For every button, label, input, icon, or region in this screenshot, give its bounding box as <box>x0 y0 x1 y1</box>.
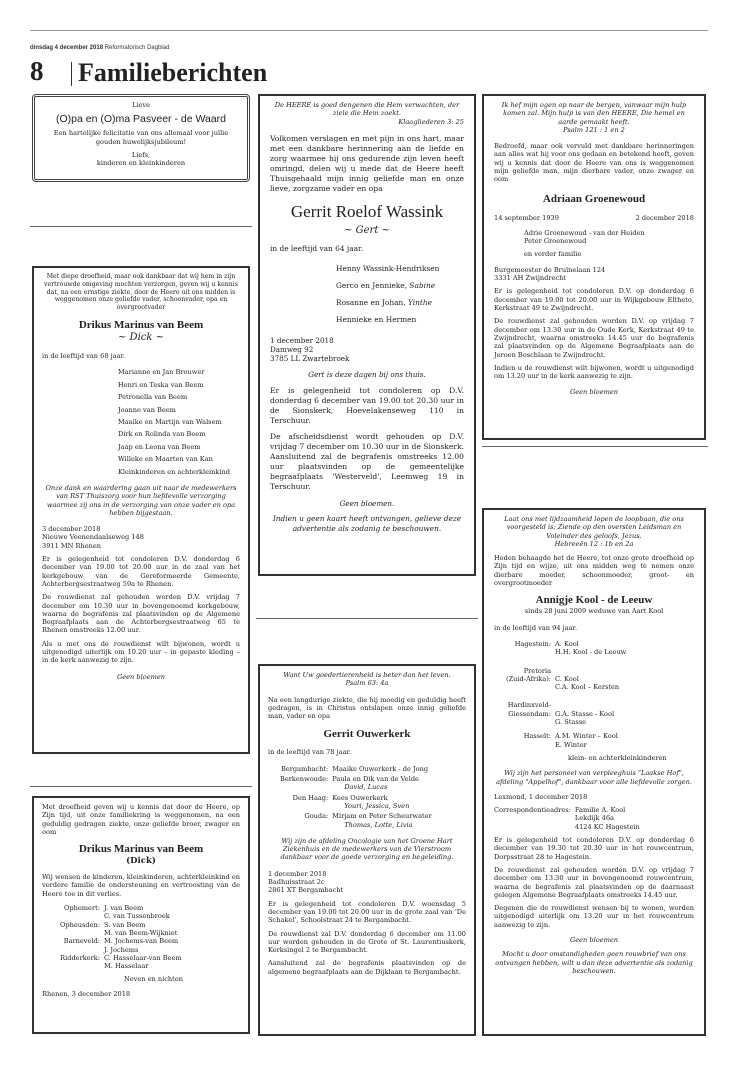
ouwerkerk-verse: Want Uw goedertierenheid is beter dan het leven. <box>283 671 451 679</box>
groenewoud-condole: Er is gelegenheid tot condoleren D.V. op donderdag 6 december van 19.00 tot 20.00 uur in Wijkgebouw Eltheto, Kerkstraat 49 te Zwijndrecht. <box>494 287 694 313</box>
obituary-wassink <box>258 94 476 576</box>
groenewoud-verse-ref: Psalm 121 : 1 en 2 <box>563 125 625 134</box>
beem1-family-list <box>118 366 240 478</box>
beem2-row-names: M. Jochems-van Beem <box>104 937 179 946</box>
beem2-date: Rhenen, 3 december 2018 <box>42 989 131 998</box>
groenewoud-attend: Indien u de rouwdienst wilt bijwonen, wordt u uitgenodigd om 13.20 uur in de kerk aanwezig te zijn. <box>494 363 694 381</box>
beem2-row-names: M. van Beem-Wijkniet <box>104 928 178 937</box>
kool-row-place: Pretoria <box>523 666 552 675</box>
ouwerkerk-row-names: Mirjam en Peter Scheurwater <box>332 812 432 821</box>
kool-row-name: E. Winter <box>555 740 587 749</box>
col2-separator <box>256 618 478 619</box>
obituary-kool <box>482 508 706 1036</box>
col1-separator-2 <box>30 786 252 787</box>
beem1-family-member: Maaike en Martijn van Walsem <box>118 417 222 426</box>
kool-age: in de leeftijd van 94 jaar. <box>494 623 578 632</box>
kool-name: Annigje Kool - de Leeuw <box>535 594 653 607</box>
beem1-thanks: Onze dank en waardering gaan uit naar de medewerkers van RST Thuiszorg voor hun liefdevolle verzorging waarmee zij ons in de verzorging van onze vader en opa hebben bijgestaan. <box>45 483 237 517</box>
ouwerkerk-row-cell <box>332 812 466 829</box>
anniversary-notice <box>32 94 250 182</box>
kool-date: Lexmond, 1 december 2018 <box>494 792 588 801</box>
beem1-intro: Met diepe droefheid, maar ook dankbaar dat wij hem in zijn vertrouwde omgeving mochten verzorgen, geven wij u kennis dat, na een ernstige ziekte, door de Heere uit ons midden is weggenomen onze geliefde vader, schoonvader, opa en overgrootvader <box>44 273 238 312</box>
beem1-family-member: Petronella van Beem <box>118 393 188 402</box>
wassink-funeral: De afscheidsdienst wordt gehouden op D.V. vrijdag 7 december om 10.30 uur in de Sionskerk. Aansluitend zal de begrafenis omstreeks 12.00 uur plaatsvinden op de gemeentelijke begraafplaats 'Westerveld', Leemweg 19 in Terschuur. <box>270 431 464 491</box>
beem2-row-place <box>60 929 100 937</box>
beem1-family-member: Jaap en Leona van Beem <box>118 442 201 451</box>
ouwerkerk-row-place: Bergambacht: <box>280 764 329 773</box>
obituary-beem-2 <box>32 796 250 1034</box>
ouwerkerk-age: in de leeftijd van 78 jaar. <box>268 748 352 757</box>
kool-correspondence <box>494 806 694 831</box>
groenewoud-intro: Bedroefd, maar ook vervuld met dankbare herinneringen aan alles wat hij voor ons gedaan en betekend heeft, geven wij u kennis dat door de Heere van ons is weggenomen mijn geliefde man, mijn dierbare vader, onze zwager en oom <box>494 142 694 184</box>
kool-verse: Laat ons met lijdzaamheid lopen de loopbaan, die ons voorgesteld is; Ziende op den oversten Leidsman en Voleinder des geloofs, Jezus. <box>504 515 684 540</box>
ouwerkerk-row-names: Maaike Ouwerkerk - de Jong <box>332 764 429 773</box>
ouwerkerk-row-names: Kees Ouwerkerk <box>332 793 388 802</box>
groenewoud-street: Burgemeester de Bruïnelaan 124 <box>494 265 606 274</box>
beem2-intro: Met droefheid geven wij u kennis dat door de Heere, op Zijn tijd, uit onze familiekring is weggenomen, na een geduldig gedragen ziekte, onze geliefde broer, zwager en oom <box>42 803 240 836</box>
anniversary-sign1: Liefs, <box>131 150 151 159</box>
beem1-condole: Er is gelegenheid tot condoleren D.V. donderdag 6 december van 19.00 tot 20.00 uur in de zaal van het kerkgebouw van de Gereformeerde Gemeente, Achterbergsestraatweg 59a te Rhenen. <box>42 555 240 588</box>
groenewoud-city: 3331 AH Zwijndrecht <box>494 274 566 283</box>
kool-row-place: Hardinxveld- <box>507 701 552 710</box>
beem1-age: in de leeftijd van 68 jaar. <box>42 351 126 360</box>
beem1-funeral: De rouwdienst zal gehouden worden D.V. vrijdag 7 december om 10.30 uur in bovengenoemd kerkgebouw, waarna de begrafenis zal plaatsvinden op de Algemene Begraafplaats aan de Achterbergsestraatweg 65 te Rhenen omstreeks 12.00 uur. <box>42 593 240 635</box>
kool-row-cell <box>555 732 694 749</box>
wassink-nick: ~ Gert ~ <box>344 224 390 236</box>
page-number: 8 <box>30 56 44 86</box>
ouwerkerk-row-place: Gouda: <box>304 812 329 821</box>
ouwerkerk-name: Gerrit Ouwerkerk <box>323 728 411 741</box>
kool-row-name: A. Kool <box>555 639 579 648</box>
ouwerkerk-family-table <box>280 765 466 829</box>
ouwerkerk-row-kids: Youri, Jessica, Sven <box>344 801 410 810</box>
beem1-family-member: Marianne en Jan Brouwer <box>118 368 205 377</box>
ouwerkerk-row-kids: Thomas, Lotte, Livia <box>344 820 413 829</box>
beem1-date: 3 december 2018 <box>42 525 101 534</box>
groenewoud-family <box>524 229 694 258</box>
kool-row-place: Hagestein: <box>514 639 552 648</box>
beem2-row-names: C. van Tussenbroek <box>104 912 170 921</box>
groenewoud-funeral: De rouwdienst zal gehouden worden D.V. op vrijdag 7 december om 13.30 uur in de Oude Kerk, Kerkstraat 49 te Zwijndrecht, waarna omstreeks 14.45 uur de begrafenis zal plaatsvinden op de Algemene Begraafplaats aan de Jeroen Boschlaan te Zwijndrecht. <box>494 317 694 359</box>
obituary-groenewoud <box>482 94 706 440</box>
kool-flowers: Geen bloemen <box>569 935 619 944</box>
kool-row-cell <box>555 710 694 727</box>
section-title: Familieberichten <box>78 58 268 87</box>
kool-row-name: A.M. Winter – Kool <box>555 732 618 741</box>
ouwerkerk-condole: Er is gelegenheid tot condoleren D.V. woensdag 5 december van 19.00 tot 20.00 uur in de grote zaal van 'De Schakel', Schoolstraat 24 te Bergambacht. <box>268 899 466 925</box>
col3-separator <box>482 446 708 447</box>
wassink-street: Damweg 92 <box>270 344 314 354</box>
kool-row-name: C.A. Kool – Kersten <box>555 683 620 692</box>
groenewoud-fam-1: Adrie Groenewoud - van der Heiden <box>524 228 645 237</box>
beem2-row-place <box>60 962 100 970</box>
wassink-verse-ref: Klaagliederen 3: 25 <box>398 117 464 126</box>
beem1-name: Drikus Marinus van Beem <box>78 318 204 331</box>
beem1-family-member: Kleinkinderen en achterkleinkind <box>118 467 230 476</box>
kool-corr-label: Correspondentieadres: <box>494 806 571 815</box>
kool-verse-ref: Hebreeën 12 : 1b en 2a <box>554 539 634 548</box>
groenewoud-born: 14 september 1939 <box>494 213 559 222</box>
beem2-family-table <box>60 904 240 970</box>
beem1-nick: ~ Dick ~ <box>118 331 164 343</box>
ouwerkerk-row-cell <box>332 765 466 773</box>
wassink-flowers: Geen bloemen. <box>339 498 395 508</box>
beem1-clothing: Als u met ons de rouwdienst wilt bijwonen, wordt u uitgenodigd uiterlijk om 10.20 uur – in gepaste kleding – in de kerk aanwezig te zijn. <box>42 639 240 665</box>
beem2-row-place: Ridderkerk: <box>60 953 100 962</box>
kool-row-name: H.H. Kool - de Leeuw <box>555 648 627 657</box>
beem2-text: Wij wensen de kinderen, kleinkinderen, achterkleinkind en verdere familie de ondersteuning en vertroosting van de Heere toe in dit verlies. <box>42 873 240 898</box>
anniversary-sign2: kinderen en kleinkinderen <box>96 159 186 168</box>
ouwerkerk-date: 1 december 2018 <box>268 869 327 878</box>
beem1-flowers: Geen bloemen <box>116 672 166 681</box>
ouwerkerk-thanks: Wij zijn de afdeling Oncologie van het Groene Hart Ziekenhuis en de medewerkers van de Vierstroom dankbaar voor de goede verzorging en begeleiding. <box>280 836 454 862</box>
wassink-fam-1: Henny Wassink-Hendriksen <box>336 263 440 273</box>
col1-separator <box>30 226 252 227</box>
groenewoud-fam-2: Peter Groenewoud <box>524 237 587 246</box>
beem2-row-names: J. Jochems <box>104 945 139 954</box>
wassink-age: in de leeftijd van 64 jaar. <box>270 243 364 253</box>
kool-corr-3: 4124 KC Hagestein <box>574 822 640 831</box>
beem2-row-names: M. Hasselaar <box>104 962 149 971</box>
beem2-row-names: C. Hasselaar-van Beem <box>104 953 182 962</box>
kool-corr-1: Familie A. Kool <box>574 806 626 815</box>
kool-attend: Degenen die de rouwdienst wensen bij te wonen, worden uitgenodigd uiterlijk om 13.20 uur in het rouwcentrum aanwezig te zijn. <box>494 904 694 929</box>
kool-row-place: Giessendam: <box>508 709 552 718</box>
wassink-condole: Er is gelegenheid tot condoleren op D.V. donderdag 6 december van 19.00 tot 20.30 uur in de Sionskerk, Hoevelakenseweg 110 in Terschuur. <box>270 385 464 425</box>
wassink-name: Gerrit Roelof Wassink <box>290 201 444 221</box>
kool-row-place: (Zuid-Afrika): <box>506 674 552 683</box>
ouwerkerk-burial: Aansluitend zal de begrafenis plaatsvinden op de algemene begraafplaats aan de Dijklaan te Bergambacht. <box>268 959 466 976</box>
beem2-row-place: Opheusden: <box>60 920 100 929</box>
beem2-row-place: Barneveld: <box>63 937 100 946</box>
beem2-row-place <box>60 946 100 954</box>
wassink-fam-2: Gerco en Jennieke, Sabine <box>336 280 436 290</box>
wassink-family <box>336 260 464 328</box>
groenewoud-fam-3: en verder familie <box>524 249 582 258</box>
kool-family-table <box>506 640 694 749</box>
beem1-street: Nieuwe Veenendaalseweg 148 <box>42 533 144 542</box>
kool-row-cell <box>555 701 694 709</box>
ouwerkerk-row-names: Paula en Dik van de Velde <box>332 775 419 784</box>
wassink-home: Gert is deze dagen bij ons thuis. <box>308 369 426 379</box>
header-dateline: dinsdag 4 december 2018 Reformatorisch Dagblad <box>30 45 170 51</box>
kool-row-name: G.A. Stasse - Kool <box>555 709 615 718</box>
kool-row-place: Hasselt: <box>523 732 552 741</box>
kool-row-cell <box>555 667 694 675</box>
ouwerkerk-row-cell <box>332 794 466 811</box>
kool-row-name: G. Stasse <box>555 718 587 727</box>
kool-grandkids: klein- en achterkleinkinderen <box>568 753 667 762</box>
wassink-verse: De HEERE is goed dengenen die Hem verwachten, der ziele die Hem zoekt. <box>274 101 460 118</box>
beem2-nephews: Neven en nichten <box>124 975 183 984</box>
beem2-row-place <box>60 912 100 920</box>
beem1-family-member: Dirk en Rolinda van Beem <box>118 430 206 439</box>
beem1-family-member: Henri en Teska van Beem <box>118 380 204 389</box>
groenewoud-died: 2 december 2018 <box>635 213 694 222</box>
top-rule <box>30 30 708 31</box>
header-divider <box>71 62 72 86</box>
wassink-card: Indien u geen kaart heeft ontvangen, gelieve deze advertentie als zodanig te beschouwen. <box>272 513 462 533</box>
anniversary-message: Een hartelijke felicitatie van ons allemaal voor jullie gouden huwelijksjubileum! <box>53 129 229 146</box>
kool-intro: Heden behaagde het de Heere, tot onze grote droefheid op Zijn tijd en wijze, uit ons midden weg te nemen onze dierbare moeder, schoonmoeder, groot- en overgrootmoeder <box>494 554 694 588</box>
groenewoud-verse: Ik hef mijn ogen op naar de bergen, vanwaar mijn hulp komen zal. Mijn hulp is van den HEERE, Die hemel en aarde gemaakt heeft. <box>501 101 687 126</box>
wassink-city: 3785 LL Zwartebroek <box>270 353 350 363</box>
ouwerkerk-street: Badhuisstraat 2c <box>268 878 325 887</box>
anniversary-intro: Lieve <box>131 101 151 109</box>
beem1-family-member: Willeke en Maarten van Kan <box>118 455 213 464</box>
kool-subtitle: sinds 28 juni 2009 weduwe van Aart Kool <box>524 607 664 616</box>
beem2-nick: (Dick) <box>126 856 156 867</box>
ouwerkerk-row-kids: David, Lucas <box>344 783 388 792</box>
kool-row-cell <box>555 675 694 692</box>
ouwerkerk-row-place: Berkenwoude: <box>280 775 329 784</box>
kool-corr-2: Lekdijk 46a <box>574 814 614 823</box>
beem2-name: Drikus Marinus van Beem <box>78 843 204 856</box>
anniversary-title: (O)pa en (O)ma Pasveer - de Waard <box>56 113 226 126</box>
groenewoud-dates <box>494 214 694 222</box>
ouwerkerk-intro: Na een langdurige ziekte, die hij moedig en geduldig heeft gedragen, is in Christus ontslapen onze innig geliefde man, vader en opa <box>268 695 466 721</box>
wassink-address <box>270 336 464 363</box>
ouwerkerk-city: 2861 XT Bergambacht <box>268 886 344 895</box>
obituary-ouwerkerk <box>258 664 476 1036</box>
beem1-family-member: Joanne van Beem <box>118 405 176 414</box>
groenewoud-flowers: Geen bloemen <box>569 388 619 397</box>
beem2-row-place: Ophemert: <box>64 904 100 913</box>
wassink-fam-4: Hennieke en Hermen <box>336 314 417 324</box>
wassink-fam-3: Rosanne en Johan, Yinthe <box>336 297 432 307</box>
kool-row-name: C. Kool <box>555 674 579 683</box>
kool-row-cell <box>555 640 694 657</box>
wassink-intro: Volkomen verslagen en met pijn in ons hart, maar met een dankbare herinnering aan de liefde en zorg waarmee hij ons gedurende zijn leven heeft omringd, delen wij u mede dat de Heere heeft Thuisgehaald mijn innig geliefde man en onze lieve, zorgzame vader en opa <box>270 133 464 193</box>
ouwerkerk-funeral: De rouwdienst zal D.V. donderdag 6 december om 11.00 uur worden gehouden in de Grote of St. Laurentiuskerk, Kerksingel 2 te Bergambacht. <box>268 929 466 955</box>
kool-condole: Er is gelegenheid tot condoleren D.V. op donderdag 6 december van 19.30 tot 20.30 uur in het rouwcentrum, Dorpsstraat 28 te Hagestein. <box>494 836 694 861</box>
ouwerkerk-row-cell <box>332 775 466 792</box>
ouwerkerk-verse-ref: Psalm 63: 4a <box>345 679 389 688</box>
wassink-date: 1 december 2018 <box>270 335 334 345</box>
kool-thanks: Wij zijn het personeel van verpleeghuis "Laakse Hof", afdeling "Appelhof", dankbaar voor alle liefdevolle zorgen. <box>496 769 692 786</box>
ouwerkerk-row-place: Den Haag: <box>292 793 329 802</box>
beem1-city: 3911 MN Rhenen <box>42 541 102 550</box>
groenewoud-name: Adriaan Groenewoud <box>542 192 646 205</box>
kool-funeral: De rouwdienst zal gehouden worden D.V. op vrijdag 7 december om 13.30 uur in bovengenoemd rouwcentrum, waarna de begrafenis zal plaatsvinden op de daarnaast gelegen Algemene Begraafplaats omstreeks 14.45 uur. <box>494 865 694 899</box>
beem2-row-names: S. van Beem <box>104 920 146 929</box>
beem2-row-names: J. van Beem <box>104 904 144 913</box>
obituary-beem-1 <box>32 266 250 754</box>
kool-card: Mocht u door omstandigheden geen rouwbrief van ons ontvangen hebben, wilt u dan deze advertentie als zodanig beschouwen. <box>495 950 693 975</box>
